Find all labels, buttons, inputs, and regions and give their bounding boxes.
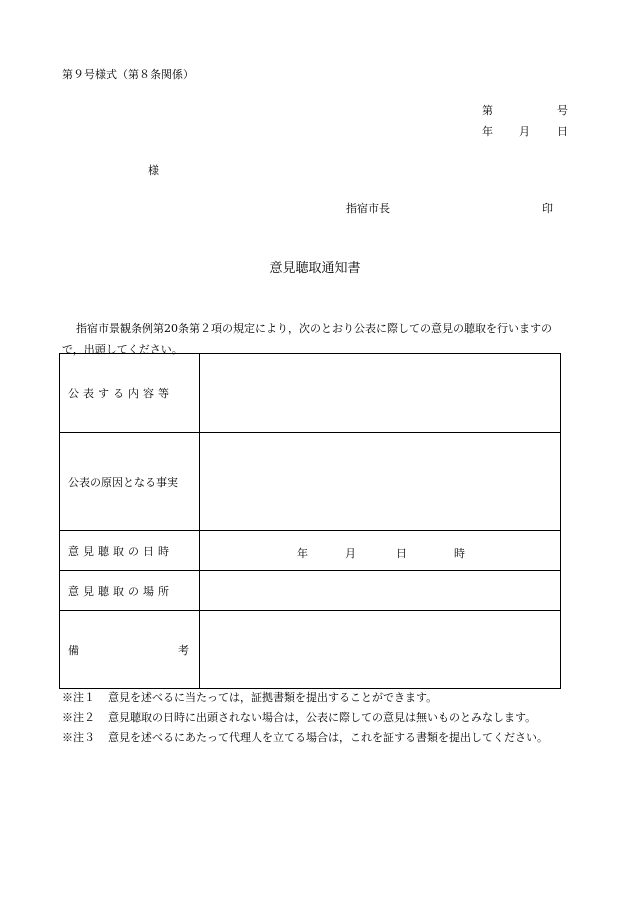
remarks-label-left: 備 (68, 643, 79, 657)
content-value-cell[interactable] (200, 354, 561, 433)
document-number-suffix: 号 (557, 104, 568, 117)
note-item (62, 692, 437, 703)
document-number-prefix: 第 (482, 104, 493, 117)
place-label: 意見聴取の場所 (68, 584, 173, 598)
date-year-label: 年 (482, 125, 493, 138)
seal-mark: 印 (542, 202, 553, 215)
remarks-value-cell[interactable] (200, 611, 561, 689)
date-day-label: 日 (557, 125, 568, 138)
note-mark: ※注１ (62, 691, 95, 704)
table-row-cause (60, 433, 561, 531)
table-row-content (60, 354, 561, 433)
table-row-remarks (60, 611, 561, 689)
label-cell (60, 571, 200, 611)
place-value-cell[interactable] (200, 571, 561, 611)
label-cell (60, 433, 200, 531)
hearing-info-table (59, 353, 561, 689)
datetime-value-cell[interactable] (200, 531, 561, 571)
datetime-year-label: 年 (297, 546, 308, 560)
note-text: 意見を述べるに当たっては，証拠書類を提出することができます。 (108, 691, 438, 704)
table-row-place (60, 571, 561, 611)
body-text: 指宿市景観条例第20条第２項の規定により，次のとおり公表に際しての意見の聴取を行いますので，出頭してください。 (62, 322, 552, 356)
document-title: 意見聴取通知書 (269, 261, 361, 276)
remarks-label (60, 642, 199, 658)
form-number: 第９号様式（第８条関係） (62, 68, 194, 81)
note-text: 意見聴取の日時に出頭されない場合は，公表に際しての意見は無いものとみなします。 (108, 711, 537, 724)
note-item (62, 712, 536, 723)
remarks-label-right: 考 (178, 643, 189, 657)
datetime-month-label: 月 (345, 546, 356, 560)
cause-value-cell[interactable] (200, 433, 561, 531)
datetime-hour-label: 時 (454, 546, 465, 560)
table-row-datetime (60, 531, 561, 571)
content-label: 公表する内容等 (68, 387, 173, 400)
sender-title: 指宿市長 (346, 202, 390, 215)
note-mark: ※注２ (62, 711, 95, 724)
datetime-day-label: 日 (396, 546, 407, 560)
label-cell (60, 354, 200, 433)
date-month-label: 月 (519, 125, 530, 138)
recipient-suffix: 様 (148, 164, 159, 177)
note-text: 意見を述べるにあたって代理人を立てる場合は，これを証する書類を提出してください。 (108, 731, 548, 744)
label-cell (60, 611, 200, 689)
cause-label: 公表の原因となる事実 (68, 475, 178, 489)
label-cell (60, 531, 200, 571)
datetime-label: 意見聴取の日時 (68, 544, 173, 558)
note-item (62, 732, 548, 743)
note-mark: ※注３ (62, 731, 95, 744)
